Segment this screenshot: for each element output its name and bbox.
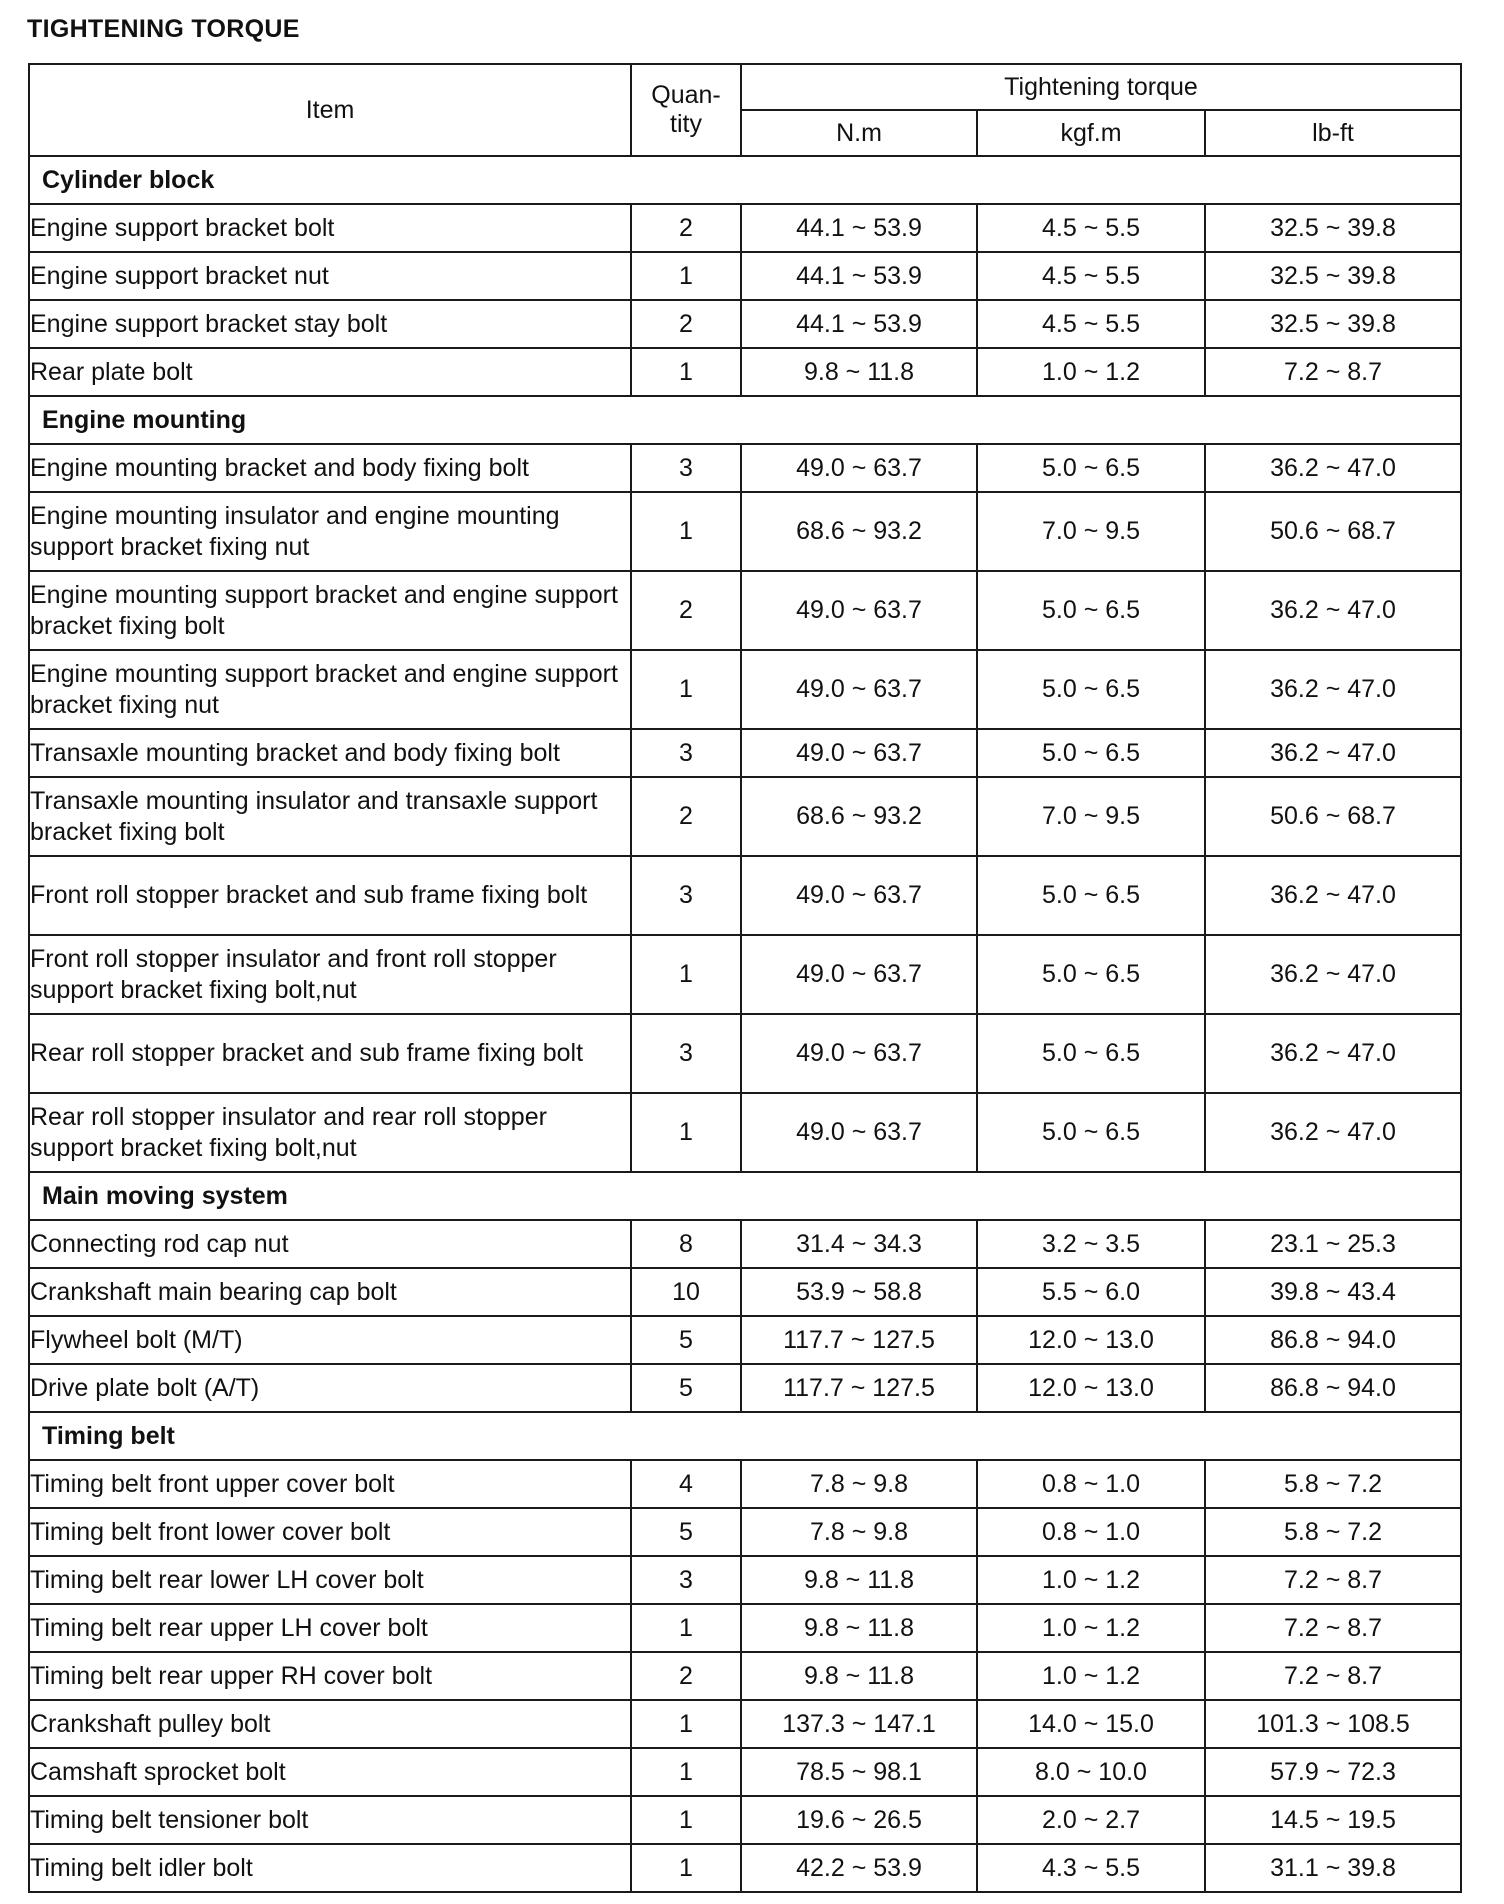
cell-lbft: 36.2 ~ 47.0 [1205, 856, 1461, 935]
cell-lbft: 36.2 ~ 47.0 [1205, 935, 1461, 1014]
table-row [29, 1508, 1461, 1556]
cell-lbft: 7.2 ~ 8.7 [1205, 1604, 1461, 1652]
cell-nm: 42.2 ~ 53.9 [741, 1844, 977, 1892]
header-item: Item [29, 64, 631, 156]
cell-quantity: 3 [631, 1556, 741, 1604]
table-row [29, 729, 1461, 777]
cell-nm: 9.8 ~ 11.8 [741, 1604, 977, 1652]
cell-nm: 68.6 ~ 93.2 [741, 492, 977, 571]
cell-quantity: 1 [631, 1093, 741, 1172]
cell-quantity: 5 [631, 1364, 741, 1412]
header-tightening-torque: Tightening torque [741, 64, 1461, 110]
cell-kgfm: 12.0 ~ 13.0 [977, 1364, 1205, 1412]
cell-nm: 49.0 ~ 63.7 [741, 1093, 977, 1172]
cell-lbft: 36.2 ~ 47.0 [1205, 1014, 1461, 1093]
cell-kgfm: 1.0 ~ 1.2 [977, 1604, 1205, 1652]
cell-item: Rear roll stopper insulator and rear roll stopper support bracket fixing bolt,nut [29, 1093, 631, 1172]
cell-lbft: 39.8 ~ 43.4 [1205, 1268, 1461, 1316]
table-row [29, 444, 1461, 492]
cell-kgfm: 5.5 ~ 6.0 [977, 1268, 1205, 1316]
cell-item: Transaxle mounting insulator and transaxle support bracket fixing bolt [29, 777, 631, 856]
table-row [29, 252, 1461, 300]
section-title: Main moving system [29, 1172, 1461, 1220]
cell-lbft: 36.2 ~ 47.0 [1205, 444, 1461, 492]
cell-item: Crankshaft main bearing cap bolt [29, 1268, 631, 1316]
cell-quantity: 2 [631, 777, 741, 856]
table-row [29, 650, 1461, 729]
table-row [29, 1844, 1461, 1892]
cell-quantity: 1 [631, 1844, 741, 1892]
cell-nm: 7.8 ~ 9.8 [741, 1508, 977, 1556]
cell-kgfm: 5.0 ~ 6.5 [977, 444, 1205, 492]
cell-item: Engine mounting support bracket and engine support bracket fixing bolt [29, 571, 631, 650]
section-title: Timing belt [29, 1412, 1461, 1460]
cell-item: Engine support bracket stay bolt [29, 300, 631, 348]
cell-nm: 44.1 ~ 53.9 [741, 252, 977, 300]
header-nm: N.m [741, 110, 977, 156]
table-row [29, 1316, 1461, 1364]
cell-nm: 49.0 ~ 63.7 [741, 856, 977, 935]
cell-quantity: 1 [631, 650, 741, 729]
section-title: Cylinder block [29, 156, 1461, 204]
cell-kgfm: 5.0 ~ 6.5 [977, 650, 1205, 729]
cell-lbft: 50.6 ~ 68.7 [1205, 492, 1461, 571]
cell-quantity: 2 [631, 300, 741, 348]
cell-lbft: 50.6 ~ 68.7 [1205, 777, 1461, 856]
cell-quantity: 3 [631, 729, 741, 777]
table-row [29, 492, 1461, 571]
cell-kgfm: 3.2 ~ 3.5 [977, 1220, 1205, 1268]
cell-nm: 9.8 ~ 11.8 [741, 348, 977, 396]
cell-nm: 9.8 ~ 11.8 [741, 1652, 977, 1700]
cell-item: Camshaft sprocket bolt [29, 1748, 631, 1796]
table-row [29, 1748, 1461, 1796]
cell-item: Transaxle mounting bracket and body fixing bolt [29, 729, 631, 777]
cell-item: Timing belt rear upper RH cover bolt [29, 1652, 631, 1700]
cell-lbft: 36.2 ~ 47.0 [1205, 1093, 1461, 1172]
header-quantity [631, 64, 741, 156]
table-row [29, 1652, 1461, 1700]
cell-kgfm: 1.0 ~ 1.2 [977, 348, 1205, 396]
cell-kgfm: 1.0 ~ 1.2 [977, 1556, 1205, 1604]
cell-item: Timing belt front lower cover bolt [29, 1508, 631, 1556]
cell-nm: 49.0 ~ 63.7 [741, 444, 977, 492]
cell-nm: 44.1 ~ 53.9 [741, 204, 977, 252]
table-row [29, 1604, 1461, 1652]
section-row [29, 396, 1461, 444]
cell-item: Crankshaft pulley bolt [29, 1700, 631, 1748]
cell-lbft: 32.5 ~ 39.8 [1205, 300, 1461, 348]
cell-kgfm: 1.0 ~ 1.2 [977, 1652, 1205, 1700]
table-row [29, 1364, 1461, 1412]
cell-nm: 49.0 ~ 63.7 [741, 571, 977, 650]
cell-quantity: 5 [631, 1508, 741, 1556]
cell-lbft: 36.2 ~ 47.0 [1205, 571, 1461, 650]
cell-lbft: 23.1 ~ 25.3 [1205, 1220, 1461, 1268]
cell-nm: 137.3 ~ 147.1 [741, 1700, 977, 1748]
cell-kgfm: 7.0 ~ 9.5 [977, 777, 1205, 856]
header-kgfm: kgf.m [977, 110, 1205, 156]
table-row [29, 204, 1461, 252]
table-row [29, 935, 1461, 1014]
cell-item: Engine mounting bracket and body fixing bolt [29, 444, 631, 492]
cell-kgfm: 5.0 ~ 6.5 [977, 571, 1205, 650]
cell-nm: 78.5 ~ 98.1 [741, 1748, 977, 1796]
cell-kgfm: 5.0 ~ 6.5 [977, 729, 1205, 777]
section-row [29, 1172, 1461, 1220]
cell-item: Rear roll stopper bracket and sub frame fixing bolt [29, 1014, 631, 1093]
cell-kgfm: 5.0 ~ 6.5 [977, 1093, 1205, 1172]
table-body [29, 156, 1461, 1892]
cell-item: Front roll stopper bracket and sub frame fixing bolt [29, 856, 631, 935]
cell-quantity: 8 [631, 1220, 741, 1268]
cell-quantity: 1 [631, 252, 741, 300]
cell-nm: 49.0 ~ 63.7 [741, 729, 977, 777]
cell-item: Timing belt idler bolt [29, 1844, 631, 1892]
cell-lbft: 31.1 ~ 39.8 [1205, 1844, 1461, 1892]
table-row [29, 777, 1461, 856]
cell-lbft: 57.9 ~ 72.3 [1205, 1748, 1461, 1796]
torque-table [28, 63, 1462, 1893]
cell-item: Connecting rod cap nut [29, 1220, 631, 1268]
cell-item: Engine mounting insulator and engine mounting support bracket fixing nut [29, 492, 631, 571]
cell-quantity: 3 [631, 1014, 741, 1093]
cell-nm: 9.8 ~ 11.8 [741, 1556, 977, 1604]
cell-quantity: 2 [631, 204, 741, 252]
cell-lbft: 36.2 ~ 47.0 [1205, 729, 1461, 777]
cell-nm: 49.0 ~ 63.7 [741, 935, 977, 1014]
cell-item: Rear plate bolt [29, 348, 631, 396]
cell-item: Engine mounting support bracket and engine support bracket fixing nut [29, 650, 631, 729]
cell-nm: 19.6 ~ 26.5 [741, 1796, 977, 1844]
cell-quantity: 5 [631, 1316, 741, 1364]
cell-nm: 49.0 ~ 63.7 [741, 1014, 977, 1093]
table-row [29, 300, 1461, 348]
page-title: TIGHTENING TORQUE [27, 15, 300, 43]
cell-lbft: 86.8 ~ 94.0 [1205, 1364, 1461, 1412]
section-title: Engine mounting [29, 396, 1461, 444]
table-row [29, 1700, 1461, 1748]
cell-quantity: 1 [631, 492, 741, 571]
table-row [29, 1220, 1461, 1268]
cell-kgfm: 14.0 ~ 15.0 [977, 1700, 1205, 1748]
table-row [29, 1556, 1461, 1604]
cell-item: Engine support bracket nut [29, 252, 631, 300]
table-row [29, 1796, 1461, 1844]
cell-nm: 68.6 ~ 93.2 [741, 777, 977, 856]
cell-kgfm: 2.0 ~ 2.7 [977, 1796, 1205, 1844]
cell-quantity: 1 [631, 935, 741, 1014]
section-row [29, 1412, 1461, 1460]
cell-lbft: 36.2 ~ 47.0 [1205, 650, 1461, 729]
cell-quantity: 10 [631, 1268, 741, 1316]
cell-quantity: 3 [631, 856, 741, 935]
cell-kgfm: 0.8 ~ 1.0 [977, 1460, 1205, 1508]
cell-lbft: 5.8 ~ 7.2 [1205, 1508, 1461, 1556]
cell-lbft: 101.3 ~ 108.5 [1205, 1700, 1461, 1748]
table-row [29, 348, 1461, 396]
cell-item: Timing belt rear upper LH cover bolt [29, 1604, 631, 1652]
table-row [29, 1093, 1461, 1172]
cell-kgfm: 0.8 ~ 1.0 [977, 1508, 1205, 1556]
cell-kgfm: 5.0 ~ 6.5 [977, 935, 1205, 1014]
cell-kgfm: 4.3 ~ 5.5 [977, 1844, 1205, 1892]
cell-nm: 31.4 ~ 34.3 [741, 1220, 977, 1268]
cell-item: Front roll stopper insulator and front roll stopper support bracket fixing bolt,nut [29, 935, 631, 1014]
cell-item: Timing belt front upper cover bolt [29, 1460, 631, 1508]
cell-lbft: 32.5 ~ 39.8 [1205, 204, 1461, 252]
cell-lbft: 32.5 ~ 39.8 [1205, 252, 1461, 300]
cell-lbft: 7.2 ~ 8.7 [1205, 1556, 1461, 1604]
cell-quantity: 2 [631, 571, 741, 650]
cell-kgfm: 8.0 ~ 10.0 [977, 1748, 1205, 1796]
cell-item: Engine support bracket bolt [29, 204, 631, 252]
cell-kgfm: 5.0 ~ 6.5 [977, 856, 1205, 935]
table-header [29, 64, 1461, 156]
table-row [29, 856, 1461, 935]
cell-quantity: 1 [631, 1748, 741, 1796]
table-row [29, 1460, 1461, 1508]
cell-lbft: 7.2 ~ 8.7 [1205, 1652, 1461, 1700]
table-row [29, 1014, 1461, 1093]
cell-quantity: 1 [631, 1796, 741, 1844]
cell-kgfm: 7.0 ~ 9.5 [977, 492, 1205, 571]
cell-kgfm: 4.5 ~ 5.5 [977, 300, 1205, 348]
cell-quantity: 1 [631, 348, 741, 396]
cell-quantity: 1 [631, 1700, 741, 1748]
cell-nm: 53.9 ~ 58.8 [741, 1268, 977, 1316]
cell-kgfm: 12.0 ~ 13.0 [977, 1316, 1205, 1364]
cell-item: Flywheel bolt (M/T) [29, 1316, 631, 1364]
table-row [29, 571, 1461, 650]
cell-nm: 117.7 ~ 127.5 [741, 1364, 977, 1412]
cell-kgfm: 4.5 ~ 5.5 [977, 252, 1205, 300]
cell-quantity: 1 [631, 1604, 741, 1652]
cell-quantity: 4 [631, 1460, 741, 1508]
cell-quantity: 3 [631, 444, 741, 492]
cell-nm: 49.0 ~ 63.7 [741, 650, 977, 729]
cell-kgfm: 4.5 ~ 5.5 [977, 204, 1205, 252]
cell-item: Timing belt rear lower LH cover bolt [29, 1556, 631, 1604]
cell-kgfm: 5.0 ~ 6.5 [977, 1014, 1205, 1093]
cell-item: Timing belt tensioner bolt [29, 1796, 631, 1844]
header-quantity-text: Quan- tity [651, 81, 721, 138]
cell-nm: 7.8 ~ 9.8 [741, 1460, 977, 1508]
cell-nm: 117.7 ~ 127.5 [741, 1316, 977, 1364]
table-row [29, 1268, 1461, 1316]
cell-lbft: 14.5 ~ 19.5 [1205, 1796, 1461, 1844]
cell-item: Drive plate bolt (A/T) [29, 1364, 631, 1412]
header-lbft: lb-ft [1205, 110, 1461, 156]
cell-lbft: 5.8 ~ 7.2 [1205, 1460, 1461, 1508]
cell-lbft: 86.8 ~ 94.0 [1205, 1316, 1461, 1364]
cell-lbft: 7.2 ~ 8.7 [1205, 348, 1461, 396]
section-row [29, 156, 1461, 204]
cell-nm: 44.1 ~ 53.9 [741, 300, 977, 348]
cell-quantity: 2 [631, 1652, 741, 1700]
